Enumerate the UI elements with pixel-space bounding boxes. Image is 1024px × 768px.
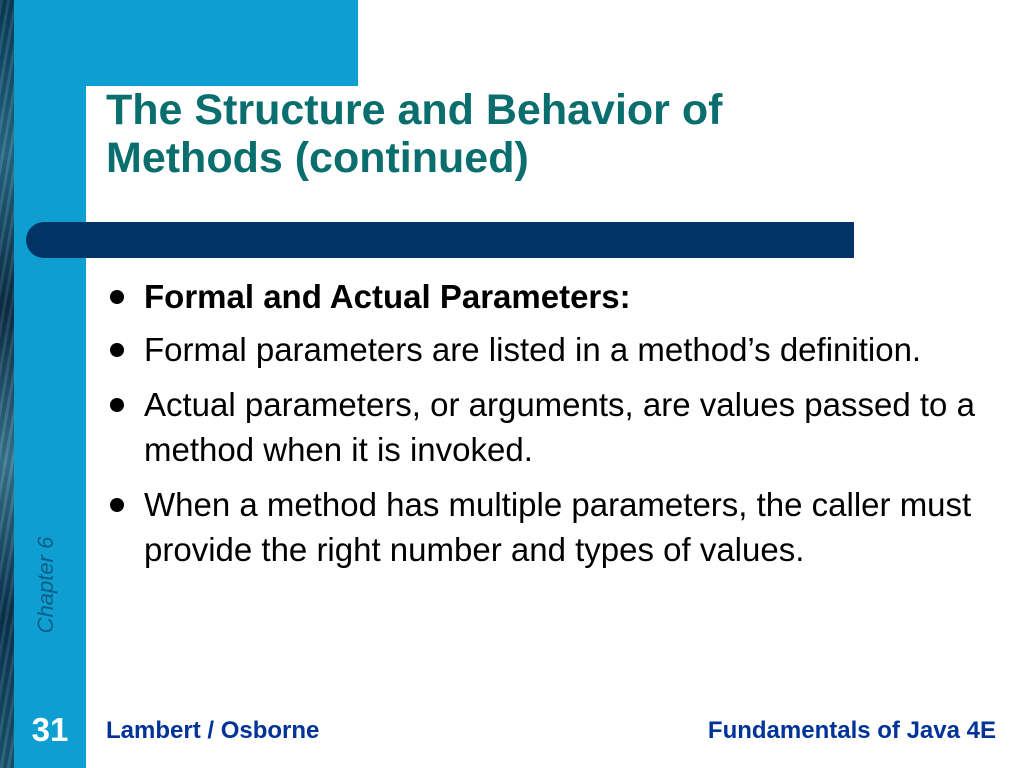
bullet-dot-icon: [110, 398, 124, 412]
slide-title: [106, 86, 946, 182]
bullet-text: Formal parameters are listed in a method’s definition.: [144, 331, 922, 368]
left-decorative-strip: [0, 0, 14, 768]
bullet-dot-icon: [110, 290, 124, 304]
bullet-text: Actual parameters, or arguments, are values passed to a method when it is invoked.: [144, 386, 975, 468]
title-line-2: Methods (continued): [106, 134, 529, 182]
chapter-label: Chapter 6: [33, 536, 58, 634]
bullet-item: [106, 274, 986, 319]
title-divider-bar: [26, 222, 854, 258]
footer-authors: Lambert / Osborne: [106, 717, 320, 744]
page-number: 31: [31, 711, 69, 748]
bullet-text: When a method has multiple parameters, the caller must provide the right number and types of values.: [144, 486, 972, 568]
bullet-item: [106, 382, 986, 472]
top-accent-block: [14, 0, 358, 86]
bullet-text: Formal and Actual Parameters:: [144, 278, 631, 315]
bullet-item: [106, 482, 986, 572]
header-background: [358, 0, 1024, 86]
bullet-dot-icon: [110, 343, 124, 357]
bullet-item: [106, 327, 986, 372]
bullet-list: [106, 274, 986, 582]
left-accent-column: [14, 0, 86, 768]
bullet-dot-icon: [110, 498, 124, 512]
footer-book-title: Fundamentals of Java 4E: [707, 717, 996, 744]
title-line-1: The Structure and Behavior of: [106, 86, 723, 134]
